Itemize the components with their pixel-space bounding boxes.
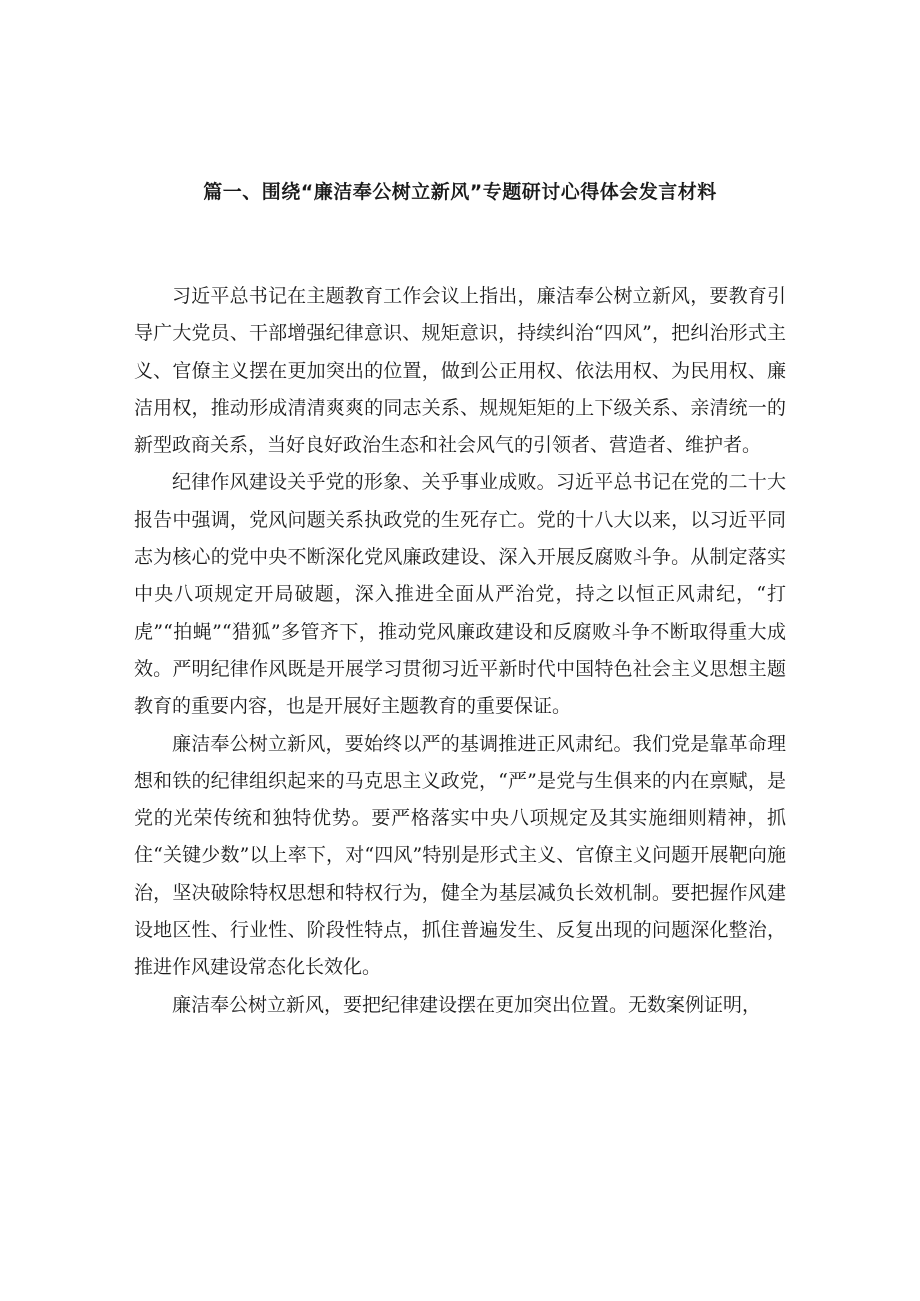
paragraph-3: 廉洁奉公树立新风，要始终以严的基调推进正风肃纪。我们党是靠革命理想和铁的纪律组织起来的马克思主义政党，“严”是党与生俱来的内在禀赋，是党的光荣传统和独特优势。要严格落实中央八项规定及其实施细则精神，抓住“关键少数”以上率下，对“四风”特别是形式主义、官僚主义问题开展靶向施治，坚决破除特权思想和特权行为，健全为基层减负长效机制。要把握作风建设地区性、行业性、阶段性特点，抓住普遍发生、反复出现的问题深化整治，推进作风建设常态化长效化。 bbox=[134, 732, 786, 979]
document-title: 篇一、围绕“廉洁奉公树立新风”专题研讨心得体会发言材料 bbox=[203, 181, 717, 203]
paragraph-1: 习近平总书记在主题教育工作会议上指出，廉洁奉公树立新风，要教育引导广大党员、干部增强纪律意识、规矩意识，持续纠治“四风”，把纠治形式主义、官僚主义摆在更加突出的位置，做到公正用权、依法用权、为民用权、廉洁用权，推动形成清清爽爽的同志关系、规规矩矩的上下级关系、亲清统一的新型政商关系，当好良好政治生态和社会风气的引领者、营造者、维护者。 bbox=[134, 285, 786, 457]
document-body bbox=[134, 278, 786, 1024]
paragraph-2: 纪律作风建设关乎党的形象、关乎事业成败。习近平总书记在党的二十大报告中强调，党风问题关系执政党的生死存亡。党的十八大以来，以习近平同志为核心的党中央不断深化党风廉政建设、深入开展反腐败斗争。从制定落实中央八项规定开局破题，深入推进全面从严治党，持之以恒正风肃纪，“打虎”“拍蝇”“猎狐”多管齐下，推动党风廉政建设和反腐败斗争不断取得重大成效。严明纪律作风既是开展学习贯彻习近平新时代中国特色社会主义思想主题教育的重要内容，也是开展好主题教育的重要保证。 bbox=[134, 471, 786, 718]
paragraph-4: 廉洁奉公树立新风，要把纪律建设摆在更加突出位置。无数案例证明， bbox=[172, 993, 762, 1016]
